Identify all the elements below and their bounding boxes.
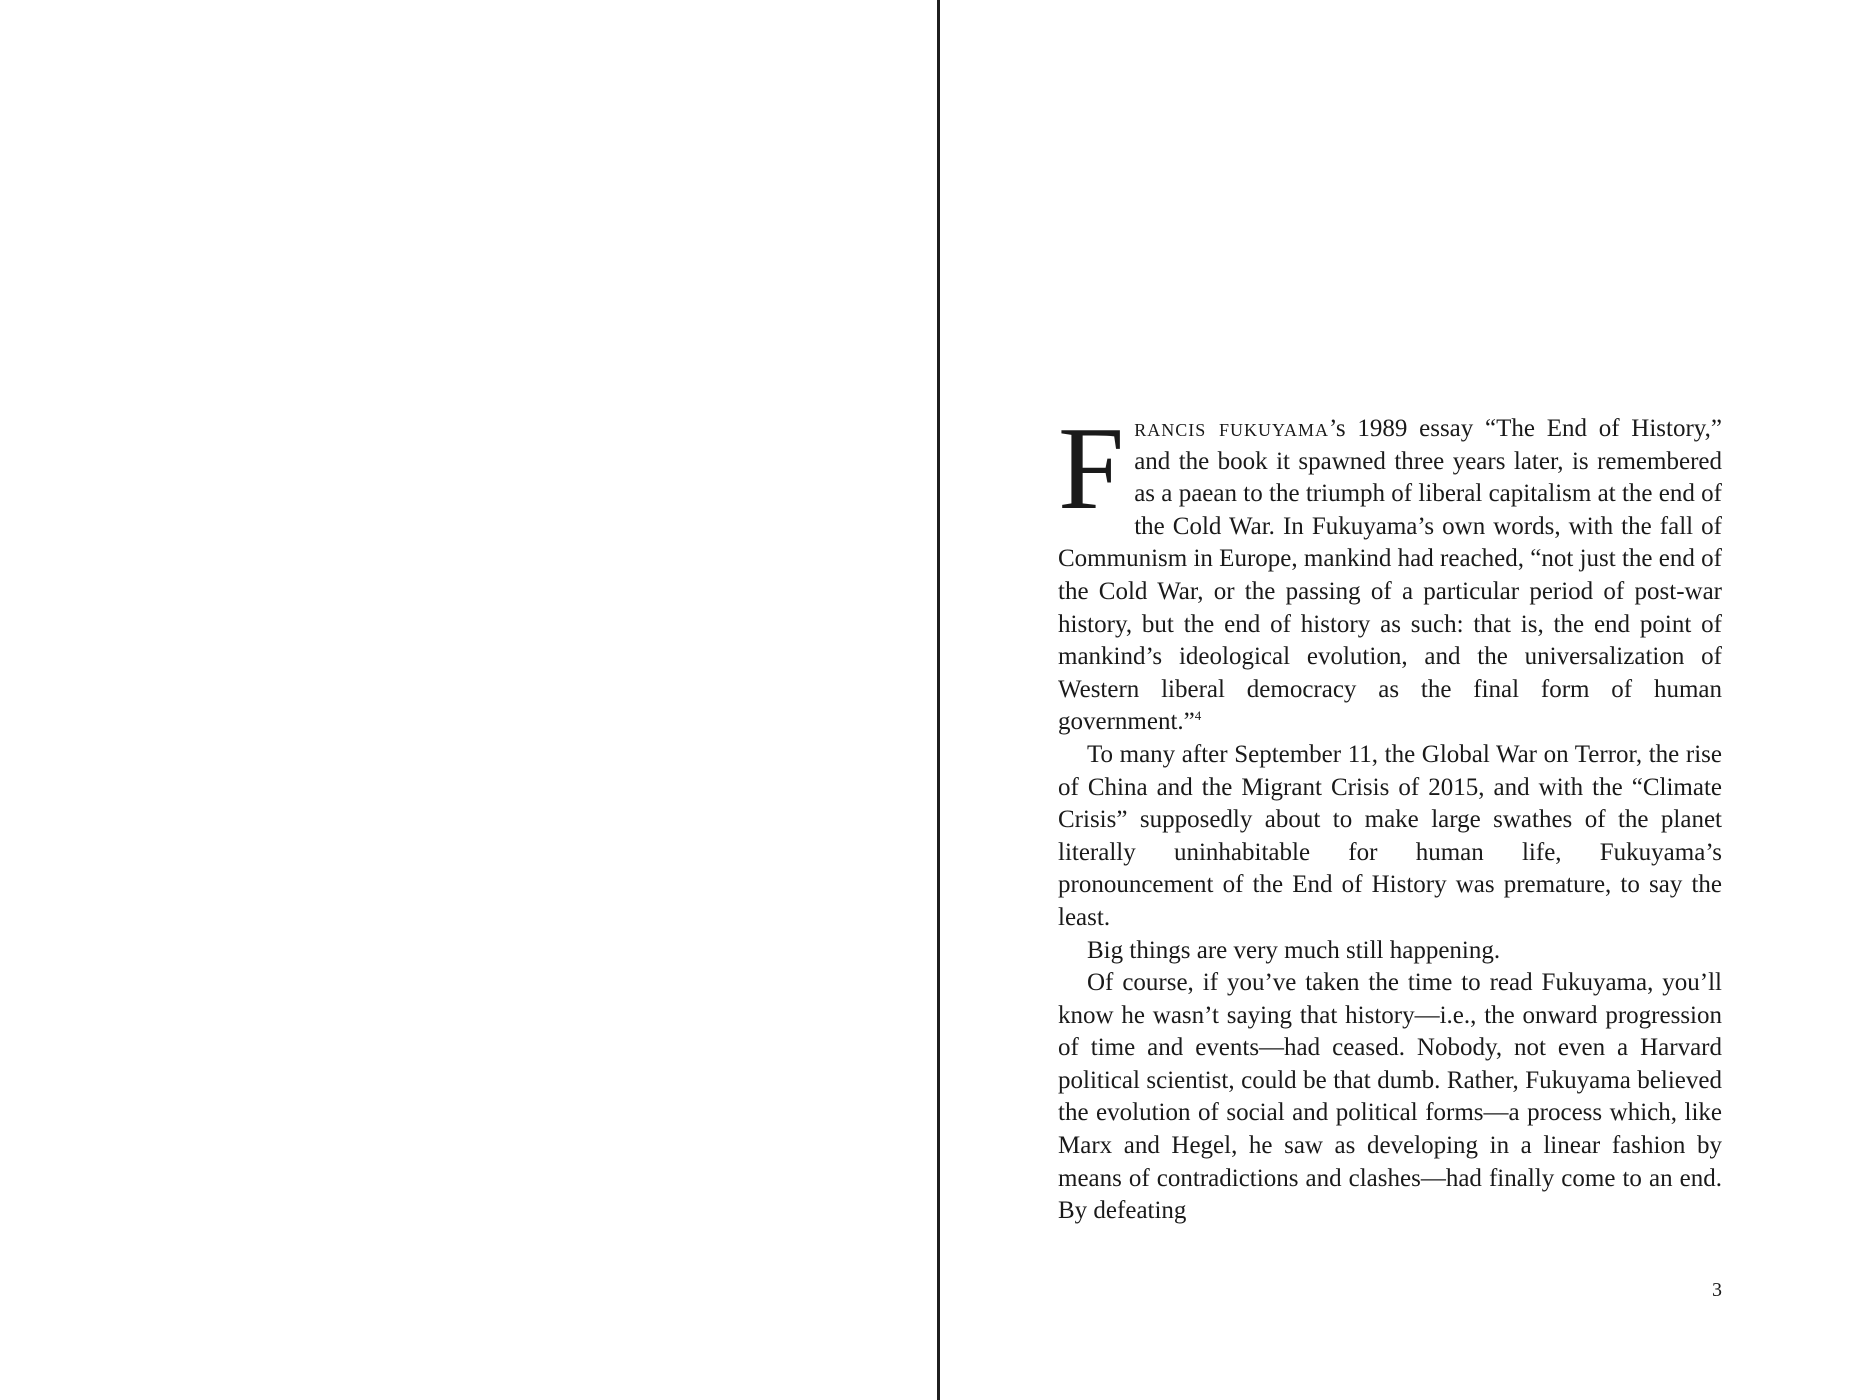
- right-page: [940, 0, 1866, 1400]
- footnote-marker: 4: [1194, 708, 1202, 724]
- paragraph-text: ’s 1989 essay “The End of History,” and the book it spawned three years later, is remembered as a paean to the triumph of liberal capitalism at the end of the Cold War. In Fukuyama’s own words, with the fall of Communism in Europe, mankind had reached, “not just the end of the Cold War, or the passing of a particular period of post-war history, but the end of history as such: that is, the end point of mankind’s ideological evolution, and the universalization of Western liberal democracy as the final form of human government.”: [1058, 415, 1723, 736]
- paragraph: Big things are very much still happening.: [1087, 936, 1501, 964]
- body-text: [1058, 402, 1723, 1228]
- paragraph: To many after September 11, the Global War on Terror, the rise of China and the Migrant Crisis of 2015, and with the “Climate Crisis” supposedly about to make large swathes of the planet literally uninhabitable for human life, Fukuyama’s pronouncement of the End of History was premature, to say the least.: [1058, 740, 1722, 931]
- page-number: 3: [1712, 1279, 1722, 1301]
- opening-smallcaps: rancis fukuyama: [1134, 415, 1329, 442]
- paragraph-opening: [1058, 402, 1723, 739]
- paragraph: Of course, if you’ve taken the time to read Fukuyama, you’ll know he wasn’t saying that history—i.e., the onward progression of time and events—had ceased. Nobody, not even a Harvard political scientist, could be that dumb. Rather, Fukuyama believed the evolution of social and political forms—a process which, like Marx and Hegel, he saw as developing in a linear fashion by means of contradictions and clashes—had finally come to an end. By defeating: [1058, 969, 1722, 1225]
- drop-cap: F: [1058, 402, 1125, 534]
